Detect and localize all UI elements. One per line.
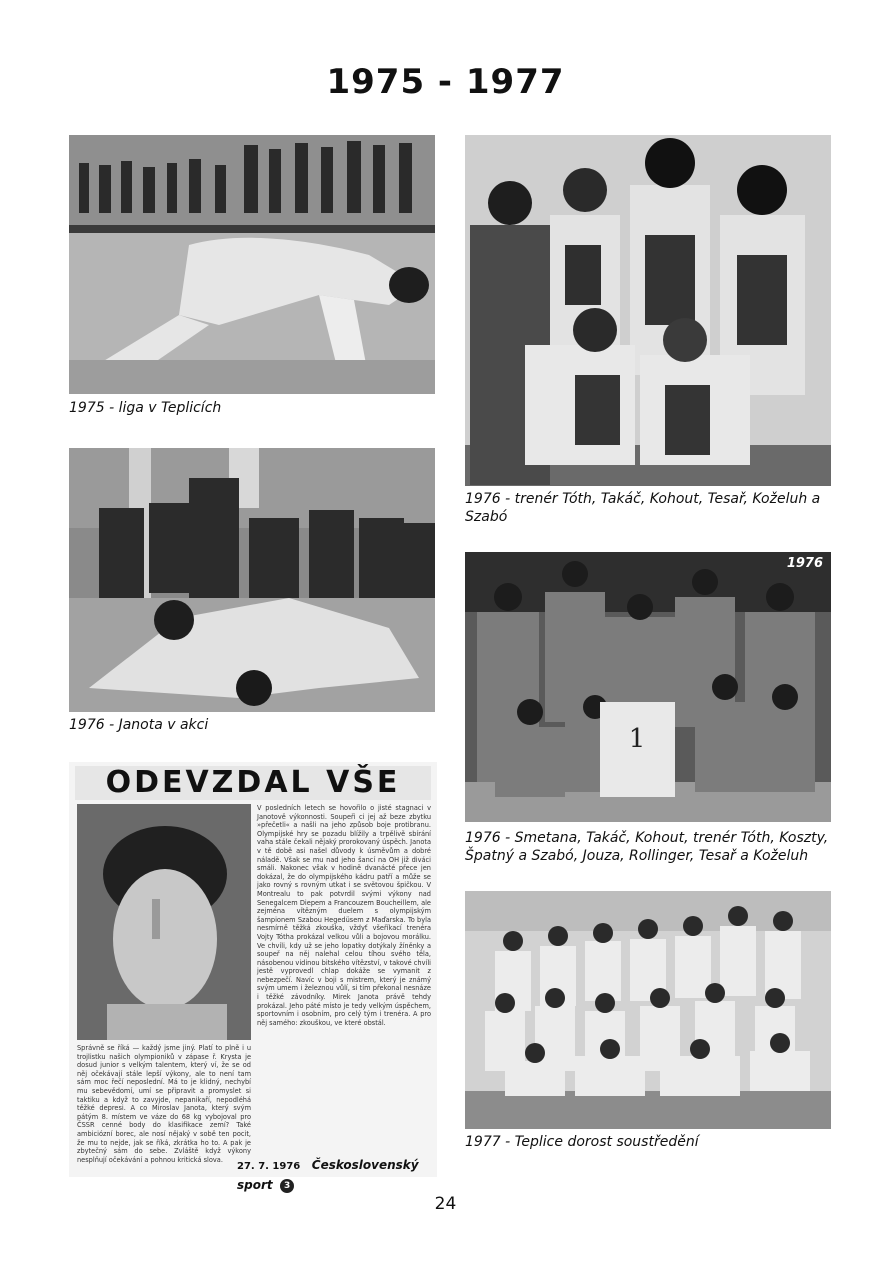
clipping-page-number: 3 [280, 1179, 294, 1193]
photo-caption: 1976 - trenér Tóth, Takáč, Kohout, Tesař, Koželuh a Szabó [465, 491, 821, 525]
photo-year-badge: 1976 [786, 556, 823, 571]
page-number: 24 [434, 1194, 457, 1214]
clipping-headline: ODEVZDAL VŠE [75, 766, 431, 800]
photo-1976-janota-match [69, 448, 435, 712]
clipping-date: 27. 7. 1976 [237, 1161, 301, 1172]
clipping-text-right: V posledních letech se hovořilo o jisté stagnaci v Janotově výkonnosti. Soupeři ci jej až beze zbytku »přečetli« a našli na jeho způsob boje protibranu. Olympijské hry se pozadu blížily a trpělivě sbírání vaha stále čekali nějaký prorokovaný úspěch. Janota v tě době asi našel důvody k úsměvům a dobré náladě. Však se mu nad jeho šancí na OH již diváci smáli. Nakonec však v hodině dvanácté přece jen dokázal, že do olympijského kádru patří a může se jako rovný s rovným utkat i se světovou špičkou. V Montrealu to pak potvrdil svými výkony nad Senegalcem Diepem a Francouzem Boucheillem, ale zejména vítězným duelem s olympijským šampionem Szabou Hegedüsem z Maďarska. To byla nesmírně těžká zkouška, vždyť všeříkací trenéra Vojty Tótha prokázal velkou vůli a bojovou morálku. Ve chvíli, kdy už se jeho lopatky dotýkaly žíněnky a soupeř na něj nalehal celou tíhou svého těla, násobenou vidinou bitského vítězství, v takové chvíli jestě vyprovedl chlap dokáže se vymanit z nebezpečí. Navíc v boji s mistrem, který je známý svým umem i železnou vůlí, si tím překonal nesnáze i těžké závodníky. Mirek Janota právě tehdy prokázal. Jeho páté místo je tedy velkým úspěchem, sportovním i osobním, pro celý tým i trenéra. A pro něj samého: zkouškou, ve které obstál. [257, 804, 431, 1027]
page-title: 1975 - 1977 [326, 62, 565, 102]
photo-caption: 1975 - liga v Teplicích [69, 400, 222, 416]
newspaper-clipping [69, 762, 437, 1192]
clipping-publication: Československý sport [237, 1158, 419, 1192]
photo-1976-team-trainer [465, 135, 831, 486]
clipping-text-left: Správně se říká — každý jsme jiný. Platí to plně i u trojlistku našich olympioniků v zápase ř. Krysta je dosud junior s velkým talentem, který ví, že se od něj očekávají stále lepší výkony, ale to není tam sám moc řečí neposlední. Má to je klidný, nechybí mu sebevědomí, umí se připravit a promyslet si taktiku a když to zavyjde, nepanikaří, nepodléhá těžké depresi. A co Miroslav Janota, který svým pátým 8. místem ve váze do 68 kg vybojoval pro ČSSR cenné body do klasifikace zemí? Také ambiciózní borec, ale nosí nějaký v sobě ten pocit, že mu to nejde, jak se říká, zkrátka ho to. A pak je zbytečný sám do sebe. Zvláště když výkony nesplňují očekávání a pohnou kritická slova. [77, 1044, 251, 1164]
photo-caption: 1976 - Smetana, Takáč, Kohout, trenér Tóth, Koszty, Špatný a Szabó, Jouza, Rollinger, Tesař a Koželuh [465, 830, 829, 864]
photo-1976-team-podium [465, 552, 831, 822]
photo-1977-teplice-youth [465, 891, 831, 1129]
clipping-portrait-photo [77, 804, 251, 1040]
photo-caption: 1976 - Janota v akci [69, 717, 209, 733]
photo-caption: 1977 - Teplice dorost soustředění [465, 1134, 699, 1150]
svg-text:1: 1 [628, 724, 646, 754]
clipping-footer [237, 1156, 433, 1192]
photo-1975-league-match [69, 135, 435, 394]
